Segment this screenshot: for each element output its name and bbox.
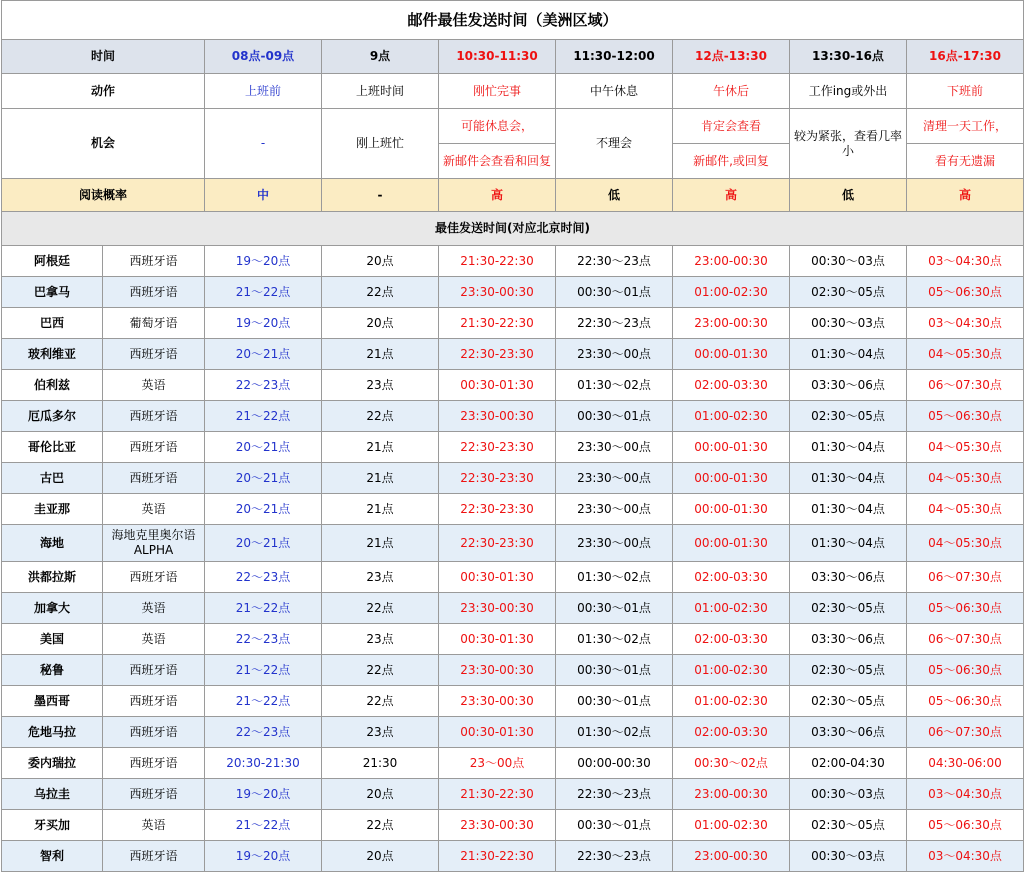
action-cell: 上班时间 [322,74,439,109]
send-time-cell: 23:30-00:30 [439,686,556,717]
send-time-cell: 01:30～02点 [556,370,673,401]
send-time-cell: 00:30～02点 [673,748,790,779]
time-label: 时间 [2,40,205,74]
send-time-cell: 01:00-02:30 [673,593,790,624]
send-time-cell: 20:30-21:30 [205,748,322,779]
send-time-cell: 03～04:30点 [907,779,1024,810]
send-time-cell: 22～23点 [205,624,322,655]
country-name: 危地马拉 [2,717,103,748]
action-row [2,74,1024,109]
country-name: 海地 [2,525,103,562]
table-row [2,277,1024,308]
section-row [2,212,1024,246]
table-row [2,562,1024,593]
send-time-cell: 02:30～05点 [790,655,907,686]
action-cell: 工作ing或外出 [790,74,907,109]
send-time-cell: 03:30～06点 [790,624,907,655]
send-time-cell: 00:30-01:30 [439,624,556,655]
chance-cell: 可能休息会， [439,109,556,144]
send-time-cell: 03～04:30点 [907,841,1024,872]
time-slot: 10:30-11:30 [439,40,556,74]
send-time-cell: 21点 [322,494,439,525]
probability-cell: 高 [673,179,790,212]
country-name: 阿根廷 [2,246,103,277]
send-time-cell: 01:30～04点 [790,339,907,370]
send-time-cell: 22:30-23:30 [439,525,556,562]
send-time-cell: 02:00-03:30 [673,717,790,748]
send-time-cell: 23:30～00点 [556,339,673,370]
send-time-cell: 01:30～04点 [790,525,907,562]
send-time-cell: 03:30～06点 [790,717,907,748]
send-time-cell: 02:30～05点 [790,810,907,841]
send-time-cell: 22～23点 [205,562,322,593]
table-row [2,370,1024,401]
send-time-cell: 23点 [322,562,439,593]
send-time-cell: 00:30-01:30 [439,562,556,593]
send-time-cell: 23点 [322,717,439,748]
country-name: 秘鲁 [2,655,103,686]
send-time-cell: 00:30-01:30 [439,717,556,748]
send-time-cell: 23点 [322,370,439,401]
probability-cell: - [322,179,439,212]
country-name: 智利 [2,841,103,872]
language: 西班牙语 [103,339,205,370]
probability-row [2,179,1024,212]
probability-cell: 高 [907,179,1024,212]
send-time-cell: 01:30～02点 [556,562,673,593]
country-name: 圭亚那 [2,494,103,525]
language: 西班牙语 [103,277,205,308]
language: 西班牙语 [103,655,205,686]
send-time-cell: 02:30～05点 [790,277,907,308]
chance-cell: 新邮件,或回复 [673,144,790,179]
send-time-cell: 04～05:30点 [907,432,1024,463]
send-time-cell: 21点 [322,525,439,562]
action-cell: 刚忙完事 [439,74,556,109]
send-time-cell: 03:30～06点 [790,370,907,401]
send-time-cell: 04～05:30点 [907,525,1024,562]
send-time-cell: 00:30～01点 [556,655,673,686]
send-time-cell: 06～07:30点 [907,717,1024,748]
send-time-cell: 23:00-00:30 [673,308,790,339]
language: 海地克里奥尔语ALPHA [103,525,205,562]
table-row [2,246,1024,277]
send-time-cell: 23:30-00:30 [439,277,556,308]
send-time-cell: 00:00-01:30 [673,494,790,525]
time-slot: 11:30-12:00 [556,40,673,74]
send-time-cell: 21～22点 [205,277,322,308]
table-row [2,810,1024,841]
send-time-cell: 19～20点 [205,841,322,872]
language: 英语 [103,494,205,525]
send-time-cell: 01:00-02:30 [673,655,790,686]
country-name: 伯利兹 [2,370,103,401]
chance-row-1 [2,109,1024,144]
send-time-cell: 01:00-02:30 [673,277,790,308]
send-time-cell: 02:00-03:30 [673,624,790,655]
send-time-cell: 23:30-00:30 [439,593,556,624]
send-time-cell: 01:30～02点 [556,717,673,748]
send-time-cell: 21～22点 [205,401,322,432]
send-time-cell: 00:30～01点 [556,593,673,624]
send-time-cell: 00:30～03点 [790,841,907,872]
send-time-cell: 22～23点 [205,717,322,748]
send-time-cell: 20点 [322,308,439,339]
table-row [2,748,1024,779]
country-name: 玻利维亚 [2,339,103,370]
send-time-cell: 23:30～00点 [556,432,673,463]
send-time-cell: 21:30-22:30 [439,779,556,810]
table-row [2,339,1024,370]
send-time-cell: 02:30～05点 [790,593,907,624]
send-time-cell: 00:00-01:30 [673,432,790,463]
send-time-cell: 02:00-04:30 [790,748,907,779]
table-row [2,717,1024,748]
send-time-cell: 00:30～01点 [556,277,673,308]
language: 西班牙语 [103,686,205,717]
send-time-cell: 20点 [322,779,439,810]
send-time-cell: 02:00-03:30 [673,562,790,593]
send-time-cell: 20～21点 [205,494,322,525]
send-time-cell: 00:30～03点 [790,246,907,277]
send-time-cell: 22～23点 [205,370,322,401]
send-time-cell: 20～21点 [205,432,322,463]
chance-cell: 看有无遗漏 [907,144,1024,179]
chance-cell: 不理会 [556,109,673,179]
country-name: 洪都拉斯 [2,562,103,593]
language: 西班牙语 [103,562,205,593]
action-cell: 下班前 [907,74,1024,109]
send-time-cell: 01:00-02:30 [673,686,790,717]
send-time-cell: 04～05:30点 [907,339,1024,370]
send-time-cell: 03～04:30点 [907,308,1024,339]
send-time-cell: 00:00-01:30 [673,339,790,370]
send-time-cell: 22点 [322,401,439,432]
probability-cell: 中 [205,179,322,212]
send-time-cell: 21～22点 [205,810,322,841]
language: 西班牙语 [103,841,205,872]
send-time-cell: 02:30～05点 [790,401,907,432]
send-time-cell: 19～20点 [205,779,322,810]
send-time-cell: 01:30～04点 [790,463,907,494]
chance-label: 机会 [2,109,205,179]
country-name: 巴西 [2,308,103,339]
send-time-cell: 20点 [322,841,439,872]
send-time-cell: 22点 [322,655,439,686]
country-name: 乌拉圭 [2,779,103,810]
send-time-cell: 23:30～00点 [556,525,673,562]
language: 葡萄牙语 [103,308,205,339]
send-time-cell: 23:30-00:30 [439,401,556,432]
send-time-cell: 23～00点 [439,748,556,779]
language: 西班牙语 [103,463,205,494]
send-time-cell: 00:30～01点 [556,401,673,432]
send-time-cell: 21点 [322,463,439,494]
action-cell: 上班前 [205,74,322,109]
country-name: 墨西哥 [2,686,103,717]
send-time-cell: 00:30-01:30 [439,370,556,401]
send-time-cell: 06～07:30点 [907,370,1024,401]
action-cell: 午休后 [673,74,790,109]
send-time-cell: 21点 [322,432,439,463]
send-time-cell: 21点 [322,339,439,370]
country-name: 美国 [2,624,103,655]
send-time-cell: 00:30～03点 [790,308,907,339]
send-time-cell: 01:00-02:30 [673,810,790,841]
time-slot: 9点 [322,40,439,74]
send-time-cell: 22点 [322,686,439,717]
send-time-cell: 22点 [322,593,439,624]
send-time-cell: 22点 [322,810,439,841]
send-time-cell: 02:00-03:30 [673,370,790,401]
send-time-cell: 22:30-23:30 [439,494,556,525]
send-time-cell: 23:00-00:30 [673,779,790,810]
language: 英语 [103,624,205,655]
send-time-cell: 00:00-01:30 [673,463,790,494]
send-time-cell: 05～06:30点 [907,401,1024,432]
language: 西班牙语 [103,779,205,810]
probability-cell: 低 [556,179,673,212]
send-time-cell: 20～21点 [205,339,322,370]
country-name: 委内瑞拉 [2,748,103,779]
time-slot: 13:30-16点 [790,40,907,74]
send-time-cell: 05～06:30点 [907,655,1024,686]
table-row [2,401,1024,432]
send-time-cell: 23:00-00:30 [673,246,790,277]
table-row [2,494,1024,525]
time-slot: 08点-09点 [205,40,322,74]
send-time-cell: 00:30～03点 [790,779,907,810]
send-time-cell: 06～07:30点 [907,624,1024,655]
table-row [2,779,1024,810]
send-time-cell: 23:30～00点 [556,463,673,494]
send-time-cell: 22:30-23:30 [439,463,556,494]
country-name: 牙买加 [2,810,103,841]
probability-label: 阅读概率 [2,179,205,212]
send-time-cell: 02:30～05点 [790,686,907,717]
country-name: 厄瓜多尔 [2,401,103,432]
send-time-cell: 19～20点 [205,246,322,277]
time-slot: 12点-13:30 [673,40,790,74]
send-time-cell: 20～21点 [205,463,322,494]
send-time-cell: 01:00-02:30 [673,401,790,432]
language: 英语 [103,593,205,624]
send-time-cell: 00:30～01点 [556,686,673,717]
send-time-cell: 04～05:30点 [907,463,1024,494]
send-time-cell: 22:30-23:30 [439,339,556,370]
send-time-cell: 21:30 [322,748,439,779]
table-row [2,432,1024,463]
send-time-cell: 00:30～01点 [556,810,673,841]
send-time-cell: 04～05:30点 [907,494,1024,525]
probability-cell: 低 [790,179,907,212]
send-time-cell: 23:30～00点 [556,494,673,525]
send-time-cell: 21:30-22:30 [439,841,556,872]
send-time-cell: 22:30～23点 [556,779,673,810]
table-row [2,525,1024,562]
send-time-cell: 22点 [322,277,439,308]
send-time-cell: 00:00-00:30 [556,748,673,779]
send-time-cell: 05～06:30点 [907,593,1024,624]
send-time-cell: 03:30～06点 [790,562,907,593]
chance-cell: 新邮件会查看和回复 [439,144,556,179]
chance-cell: 较为紧张，查看几率小 [790,109,907,179]
send-time-cell: 21～22点 [205,655,322,686]
country-name: 哥伦比亚 [2,432,103,463]
send-time-cell: 01:30～04点 [790,432,907,463]
country-name: 巴拿马 [2,277,103,308]
country-rows [2,246,1024,872]
language: 英语 [103,810,205,841]
language: 西班牙语 [103,748,205,779]
send-time-cell: 19～20点 [205,308,322,339]
action-label: 动作 [2,74,205,109]
send-time-cell: 22:30～23点 [556,841,673,872]
send-time-cell: 20～21点 [205,525,322,562]
send-time-cell: 21～22点 [205,593,322,624]
chance-cell: - [205,109,322,179]
section-title: 最佳发送时间(对应北京时间) [2,212,1024,246]
probability-cell: 高 [439,179,556,212]
send-time-cell: 22:30～23点 [556,246,673,277]
language: 西班牙语 [103,246,205,277]
time-header-row [2,40,1024,74]
send-time-cell: 01:30～04点 [790,494,907,525]
page-title: 邮件最佳发送时间（美洲区域） [2,1,1024,40]
send-time-cell: 05～06:30点 [907,686,1024,717]
language: 西班牙语 [103,717,205,748]
send-time-cell: 23点 [322,624,439,655]
send-time-cell: 21:30-22:30 [439,308,556,339]
send-time-cell: 03～04:30点 [907,246,1024,277]
table-row [2,686,1024,717]
country-name: 古巴 [2,463,103,494]
language: 西班牙语 [103,401,205,432]
country-name: 加拿大 [2,593,103,624]
send-time-cell: 23:30-00:30 [439,655,556,686]
table-row [2,308,1024,339]
send-time-cell: 01:30～02点 [556,624,673,655]
send-time-cell: 22:30～23点 [556,308,673,339]
language: 英语 [103,370,205,401]
send-time-cell: 05～06:30点 [907,277,1024,308]
table-row [2,593,1024,624]
chance-cell: 清理一天工作， [907,109,1024,144]
send-time-cell: 04:30-06:00 [907,748,1024,779]
send-time-cell: 22:30-23:30 [439,432,556,463]
action-cell: 中午休息 [556,74,673,109]
send-time-cell: 05～06:30点 [907,810,1024,841]
send-time-cell: 21～22点 [205,686,322,717]
send-time-cell: 23:30-00:30 [439,810,556,841]
table-row [2,655,1024,686]
send-time-cell: 06～07:30点 [907,562,1024,593]
table-row [2,841,1024,872]
send-time-cell: 21:30-22:30 [439,246,556,277]
language: 西班牙语 [103,432,205,463]
table-row [2,624,1024,655]
chance-cell: 刚上班忙 [322,109,439,179]
chance-cell: 肯定会查看 [673,109,790,144]
table-row [2,463,1024,494]
email-timing-table [1,0,1024,872]
time-slot: 16点-17:30 [907,40,1024,74]
send-time-cell: 20点 [322,246,439,277]
send-time-cell: 00:00-01:30 [673,525,790,562]
send-time-cell: 23:00-00:30 [673,841,790,872]
